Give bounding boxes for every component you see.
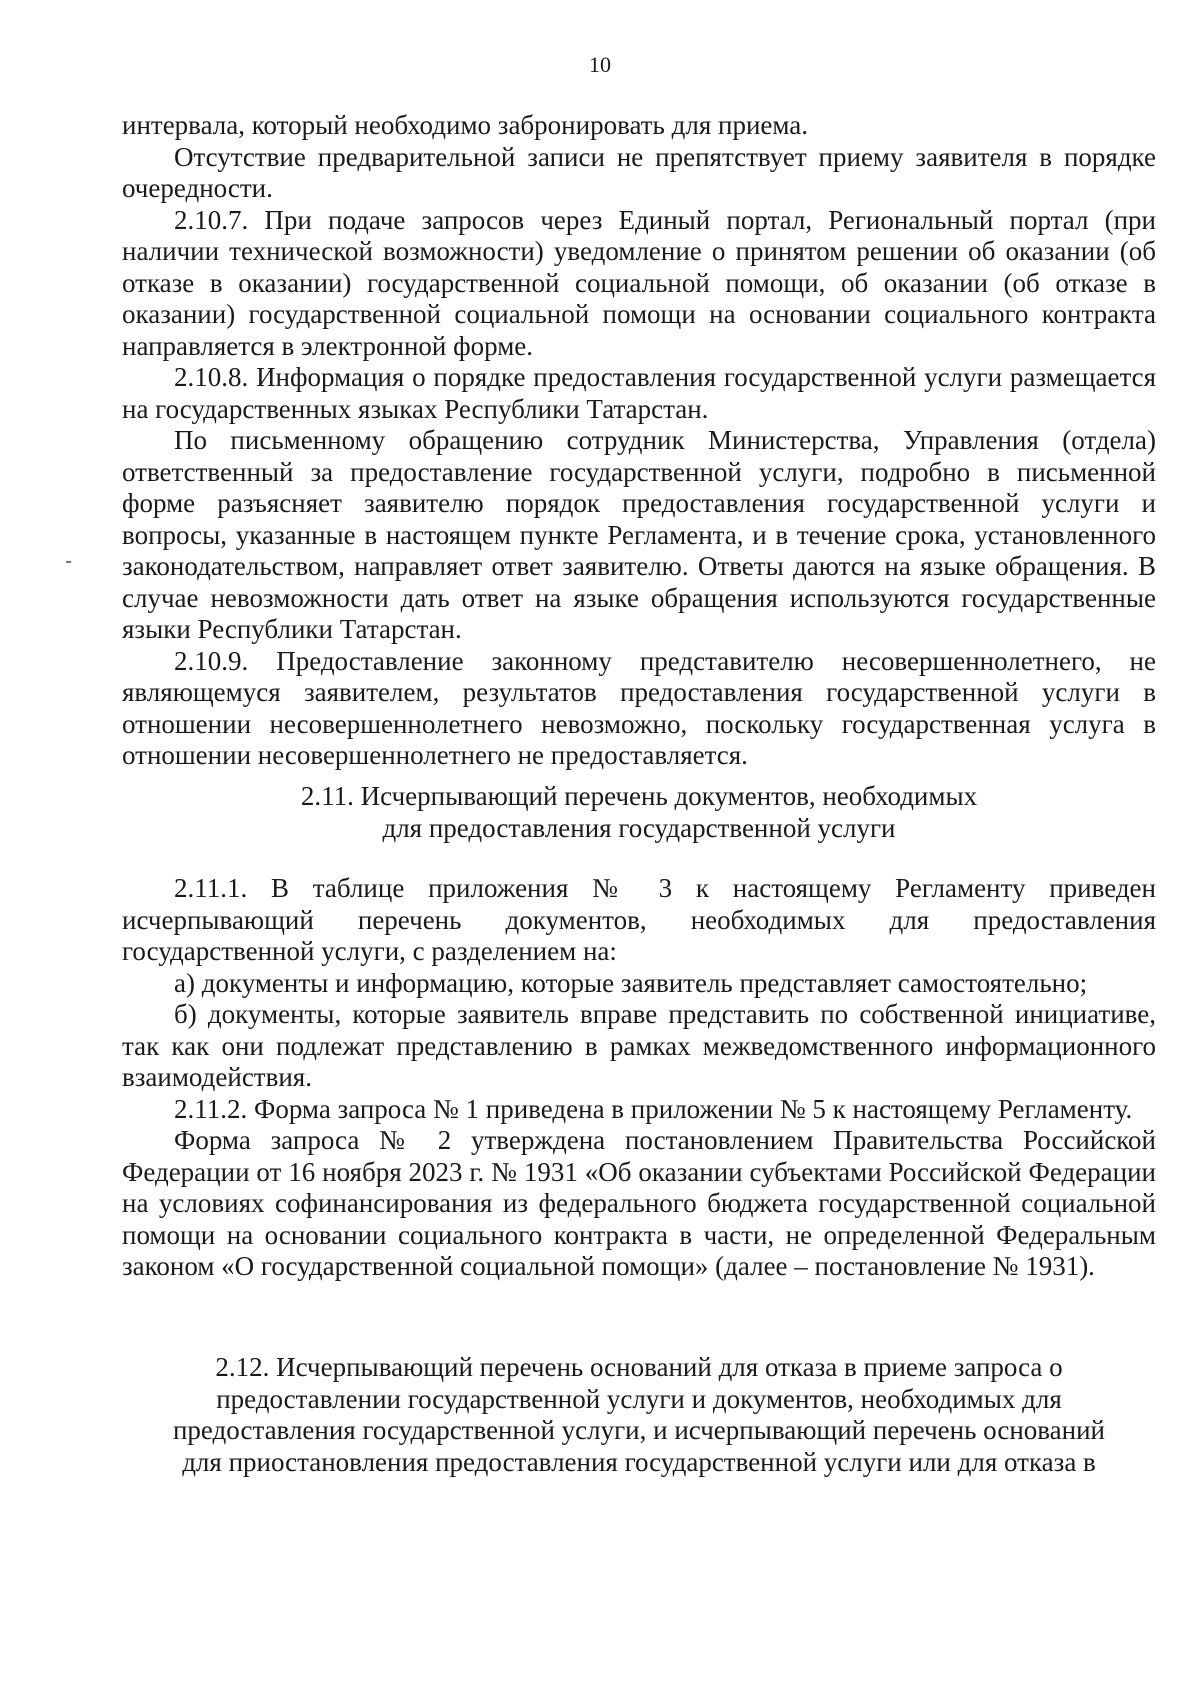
text-block-2-10 xyxy=(122,110,1156,772)
paragraph-2-11-2: 2.11.2. Форма запроса № 1 приведена в приложении № 5 к настоящему Регламенту. xyxy=(174,1093,1133,1124)
heading-line: 2.11. Исчерпывающий перечень документов, необходимых xyxy=(300,781,978,811)
paragraph-2-11-1: 2.11.1. В таблице приложения № 3 к настоящему Регламенту приведен исчерпывающий перечень документов, необходимых для предоставления государственной услуги, с разделением на: xyxy=(122,873,1156,966)
paragraph-2-10-7: 2.10.7. При подаче запросов через Единый портал, Региональный портал (при наличии технической возможности) уведомление о принятом решении об оказании (об отказе в оказании) государственной социальной помощи, об оказании (об отказе в оказании) государственной социальной помощи на основании социального контракта направляется в электронной форме. xyxy=(122,204,1156,361)
text-block-2-11 xyxy=(122,873,1156,1283)
list-item-b: б) документы, которые заявитель вправе представить по собственной инициативе, так как они подлежат представлению в рамках межведомственного информационного взаимодействия. xyxy=(122,999,1156,1092)
paragraph-no-appointment: Отсутствие предварительной записи не препятствует приему заявителя в порядке очередности. xyxy=(122,141,1156,203)
list-item-a: а) документы и информацию, которые заявитель представляет самостоятельно; xyxy=(174,967,1088,998)
heading-line: предоставления государственной услуги, и исчерпывающий перечень оснований xyxy=(172,1415,1106,1445)
paragraph-continuation: интервала, который необходимо забронировать для приема. xyxy=(122,110,809,140)
section-heading-2-12 xyxy=(122,1352,1156,1478)
paragraph-2-10-8: 2.10.8. Информация о порядке предоставления государственной услуги размещается на государственных языках Республики Татарстан. xyxy=(122,362,1156,424)
scan-mark xyxy=(66,561,71,563)
paragraph-written-request: По письменному обращению сотрудник Министерства, Управления (отдела) ответственный за предоставление государственной услуги, подробно в письменной форме разъясняет заявителю порядок предоставления государственной услуги и вопросы, указанные в настоящем пункте Регламента, и в течение срока, установленного законодательством, направляет ответ заявителю. Ответы даются на языке обращения. В случае невозможности дать ответ на языке обращения используются государственные языки Республики Татарстан. xyxy=(122,425,1156,644)
page-number: 10 xyxy=(589,52,611,77)
paragraph-request-form-2: Форма запроса № 2 утверждена постановлением Правительства Российской Федерации от 16 ноября 2023 г. № 1931 «Об оказании субъектами Российской Федерации на условиях софинансирования из федерального бюджета государственной социальной помощи на основании социального контракта в части, не определенной Федеральным законом «О государственной социальной помощи» (далее – постановление № 1931). xyxy=(122,1125,1156,1281)
heading-line: для предоставления государственной услуги xyxy=(382,812,896,843)
heading-line: 2.12. Исчерпывающий перечень оснований для отказа в приеме запроса о xyxy=(215,1352,1063,1382)
section-heading-2-11 xyxy=(122,781,1156,844)
heading-line: предоставлении государственной услуги и документов, необходимых для xyxy=(216,1383,1062,1414)
paragraph-2-10-9: 2.10.9. Предоставление законному представителю несовершеннолетнего, не являющемуся заявителем, результатов предоставления государственной услуги в отношении несовершеннолетнего невозможно, поскольку государственная услуга в отношении несовершеннолетнего не предоставляется. xyxy=(122,645,1156,770)
heading-line: для приостановления предоставления государственной услуги или для отказа в xyxy=(182,1446,1096,1477)
